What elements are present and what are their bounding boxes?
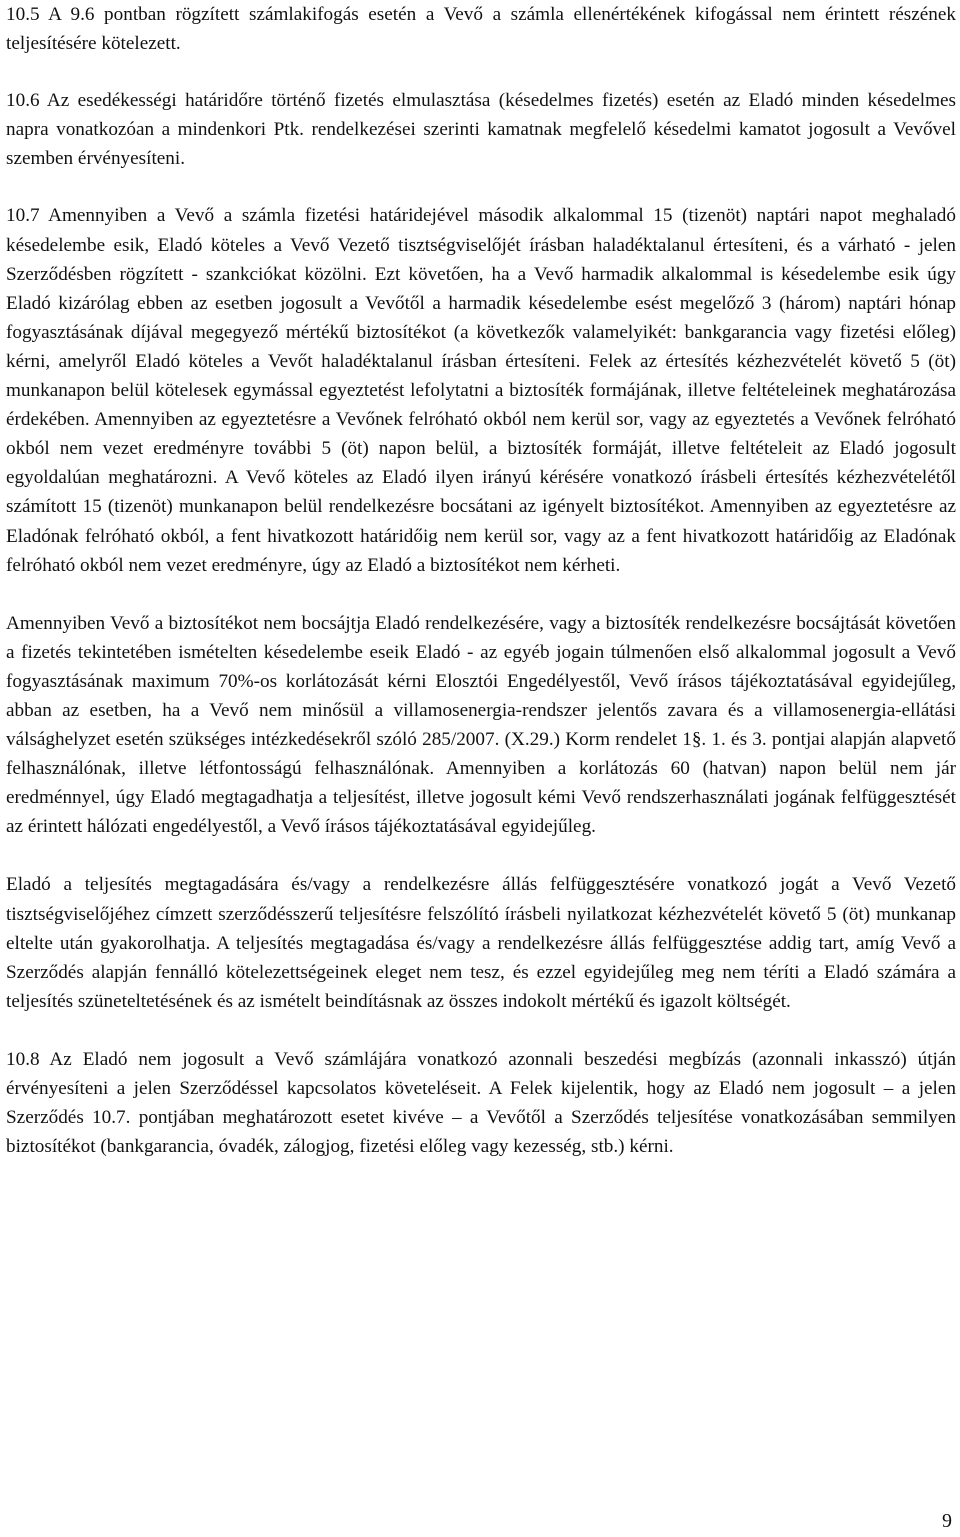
paragraph-10-8: 10.8 Az Eladó nem jogosult a Vevő számlájára vonatkozó azonnali beszedési megbízás (azonnali inkasszó) útján érvényesíteni a jelen Szerződéssel kapcsolatos követeléseit. A Felek kijelentik, hogy az Eladó nem jogosult – a jelen Szerződés 10.7. pontjában meghatározott esetet kivéve – a Vevőtől a Szerződés teljesítése vonatkozásában semmilyen biztosítékot (bankgarancia, óvadék, zálogjog, fizetési előleg vagy kezesség, stb.) kérni. [6,1048,956,1158]
paragraph-gap [6,1016,956,1045]
paragraph-gap [6,173,956,201]
paragraph-10-5: 10.5 A 9.6 pontban rögzített számlakifogás esetén a Vevő a számla ellenértékének kifogással nem érintett részének teljesítésére kötelezett. [6,4,956,55]
paragraph-gap [6,58,956,86]
document-page [6,0,956,1161]
paragraph-megtagadas: Eladó a teljesítés megtagadására és/vagy a rendelkezésre állás felfüggesztésére vonatkozó jogát a Vevő Vezető tisztségviselőjéhez címzett szerződésszerű teljesítésre felszólító írásbeli nyilatkozat kézhezvételét követő 5 (öt) munkanap eltelte után gyakorolhatja. A teljesítés megtagadása és/vagy a rendelkezésre állás felfüggesztése addig tart, amíg Vevő a Szerződés alapján fennálló kötelezettségeinek eleget nem tesz, és ezzel egyidejűleg meg nem téríti a Eladó számára a teljesítés szüneteltetésének és az ismételt beindításnak az összes indokolt mértékű és igazolt költségét. [6,874,956,1012]
paragraph-gap [6,580,956,609]
paragraph-biztositek: Amennyiben Vevő a biztosítékot nem bocsájtja Eladó rendelkezésére, vagy a biztosíték rendelkezésre bocsájtását követően a fizetés tekintetében ismételten késedelembe eseik Eladó - az egyéb jogain túlmenően első alkalommal jogosult a Vevő fogyasztásának maximum 70%-os korlátozását kérni Elosztói Engedélyestől, Vevő írásos tájékoztatásával egyidejűleg, abban az esetben, ha a Vevő nem minősül a villamosenergia-rendszer jelentős zavara és a villamosenergia-ellátási válsághelyzet esetén szükséges intézkedésekről szóló 285/2007. (X.29.) Korm rendelet 1§. 1. és 3. pontjai alapján alapvető felhasználónak, illetve létfontosságú felhasználónak. Amennyiben a korlátozás 60 (hatvan) napon belül nem jár eredménnyel, úgy Eladó megtagadhatja a teljesítést, illetve jogosult kémi Vevő rendszerhasználati jogának felfüggesztését az érintett hálózati engedélyestől, a Vevő írásos tájékoztatásával egyidejűleg. [6,612,956,838]
paragraph-10-6: 10.6 Az esedékességi határidőre történő fizetés elmulasztása (késedelmes fizetés) esetén az Eladó minden késedelmes napra vonatkozóan a mindenkori Ptk. rendelkezései szerinti kamatnak megfelelő késedelmi kamatot jogosult a Vevővel szemben érvényesíteni. [6,90,956,170]
paragraph-10-7: 10.7 Amennyiben a Vevő a számla fizetési határidejével második alkalommal 15 (tizenöt) naptári napot meghaladó késedelembe esik, Eladó köteles a Vevő Vezető tisztségviselőjét írásban haladéktalanul értesíteni, és a várható - jelen Szerződésben rögzített - szankciókat közölni. Ezt követően, ha a Vevő harmadik alkalommal is késedelembe esik úgy Eladó kizárólag ebben az esetben jogosult a Vevőtől a harmadik késedelembe esést megelőző 3 (három) naptári hónap fogyasztásának díjával megegyező mértékű biztosítékot (a következők valamelyikét: bankgarancia vagy fizetési előleg) kérni, amelyről Eladó köteles a Vevőt haladéktalanul írásban értesíteni. Felek az értesítés kézhezvételét követő 5 (öt) munkanapon belül kötelesek egymással egyeztetést lefolytatni a biztosíték formájának, illetve feltételeinek meghatározása érdekében. Amennyiben az egyeztetésre a Vevőnek felróható okból nem kerül sor, vagy az egyeztetés a Vevőnek felróható okból nem vezet eredményre további 5 (öt) napon belül, a biztosíték formáját, illetve feltételeit az Eladó jogosult egyoldalúan meghatározni. A Vevő köteles az Eladó ilyen irányú kérésére vonatkozó írásbeli értesítés kézhezvételétől számított 15 (tizenöt) munkanapon belül rendelkezésre bocsátani az igényelt biztosítékot. Amennyiben az egyeztetésre az Eladónak felróható okból, a fent hivatkozott határidőig nem kerül sor, vagy az a fent hivatkozott határidőig az Eladónak felróható okból nem vezet eredményre, úgy az Eladó a biztosítékot nem kérheti. [6,205,956,576]
paragraph-gap [6,841,956,870]
page-number: 9 [942,1510,952,1532]
